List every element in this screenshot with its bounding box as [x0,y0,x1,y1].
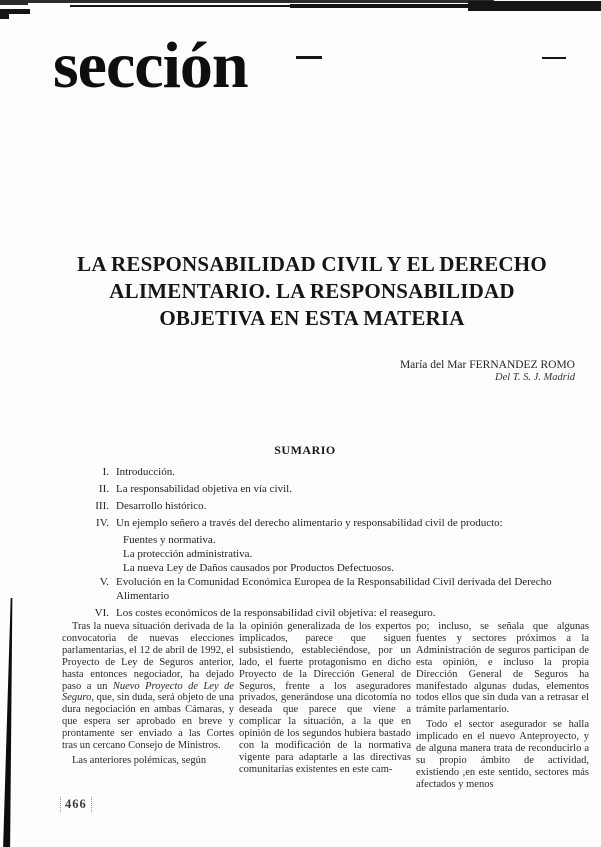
sumario-numeral: III. [95,500,109,512]
paragraph: la opinión generalizada de los expertos implicados, parece que siguen subsistiendo, estableciéndose, por un lado, el fuerte protagonismo en dicho Proyecto de la Dirección General de Seguros, frente a los aseguradores privados, generándose una dicotomía no deseada que parece que viene a complicar la situación, a la que en opinión de los segundos hubiera bastado con la modificación de la normativa vigente para adaptarle a las directivas comunitarias existentes en este cam- [239,621,411,775]
spine-scan-mark [2,598,16,847]
sumario-numeral: V. [99,576,109,588]
sumario-item [92,576,592,603]
sumario-numeral: II. [98,483,109,495]
top-rule-thick [468,1,601,11]
article-title: LA RESPONSABILIDAD CIVIL Y EL DERECHO ALIMENTARIO. LA RESPONSABILIDAD OBJETIVA EN ESTA MATERIA [77,252,547,330]
paragraph: po; incluso, se señala que algunas fuentes y sectores próximos a la Administración de seguros participan de esta opinión, e incluso la propia Dirección General de Seguros ha manifestado algunas dudas, elementos todos ellos que sin duda van a retrasar el trámite parlamentario. [416,621,589,716]
sumario-sublines [123,534,592,576]
sumario-item-text: La responsabilidad objetiva en vía civil. [116,483,292,495]
sumario-item [92,500,592,514]
author-affiliation: Del T. S. J. Madrid [494,372,575,383]
paragraph-text: que, sin duda, será objeto de una dura negociación en ambas Cámaras, y que espera ser aprobado en breve y prontamente ser enviado a las Cortes tras un cercano Consejo de Ministros. [62,692,234,752]
sumario-item [92,517,592,531]
paragraph [62,621,234,752]
body-column-1 [62,621,234,791]
body-column-3 [416,621,589,791]
top-right-dash [542,57,566,59]
section-label: sección [53,29,248,102]
paragraph-text-italic: Nuevo Proyecto de Ley de Seguro, [62,680,234,704]
sumario-numeral: I. [102,466,109,478]
body-columns [62,621,589,791]
paragraph: Todo el sector asegurador se halla implicado en el nuevo Anteproyecto, y de alguna manera trata de reconducirlo a su propio ámbito de actividad, existiendo ,en este sentido, sectores más afectados y menos [416,719,589,790]
sumario-subline: La protección administrativa. [123,548,253,560]
author-block [275,359,575,383]
sumario-item-text: Un ejemplo señero a través del derecho alimentario y responsabilidad civil de producto: [116,517,503,529]
sumario-item [92,466,592,480]
sumario-numeral: VI. [94,606,109,619]
sumario-list [92,466,592,624]
paragraph-text: Tras la nueva situación derivada de la convocatoria de nuevas elecciones parlamentarias, el 12 de abril de 1992, el Proyecto de Ley de Seguros anterior, hasta entonces negociador, ha dejado paso a un [62,621,234,692]
sumario-subline: Fuentes y normativa. [123,534,216,546]
sumario-numeral: IV. [96,517,109,529]
sumario-item [92,483,592,497]
paragraph: Las anteriores polémicas, según [72,754,207,766]
sumario-item [92,607,592,621]
footer-right-dash [0,3,28,5]
sumario-item-text: Evolución en la Comunidad Económica Europea de la Responsabilidad Civil derivada del Derecho Alimentario [116,576,552,602]
sumario-heading: SUMARIO [274,443,336,457]
section-dash [296,56,322,59]
page-number: 466 [60,797,92,812]
sumario-item-text: Introducción. [116,466,175,478]
author-name: María del Mar FERNANDEZ ROMO [399,359,575,371]
sumario-subline: La nueva Ley de Daños causados por Productos Defectuosos. [123,562,394,574]
footer-rule [0,0,494,3]
sumario-item-text: Desarrollo histórico. [116,500,207,512]
body-column-2 [239,621,411,791]
sumario-item-text: Los costes económicos de la responsabilidad civil objetiva: el reaseguro. [116,606,436,619]
top-left-corner-mark [0,9,9,19]
